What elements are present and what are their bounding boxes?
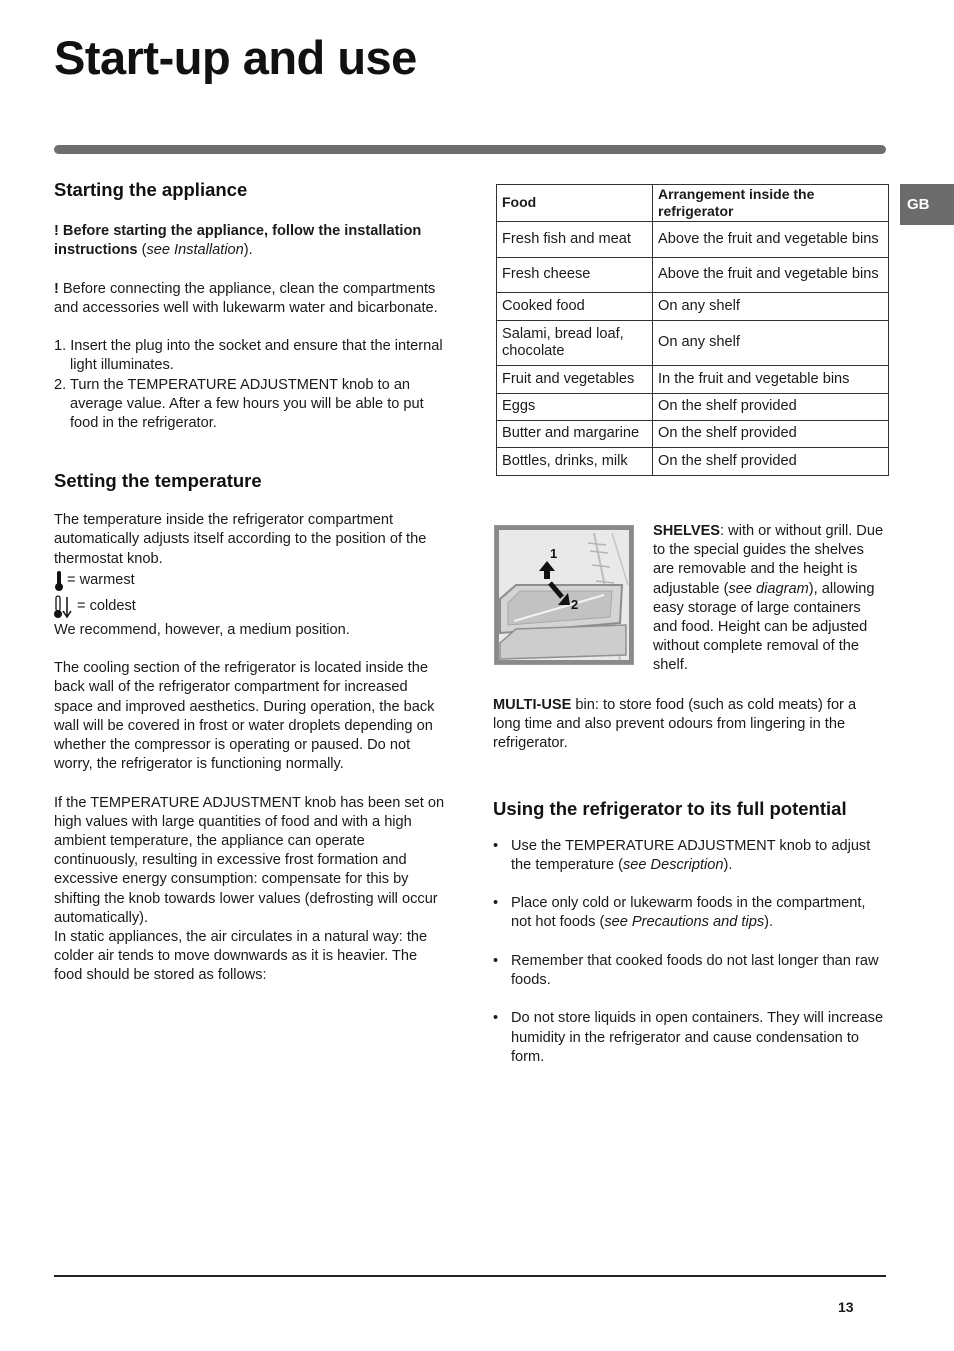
list-item: • Place only cold or lukewarm foods in the compartment, not hot foods (see Precautions and tips). [493,894,886,932]
potential-heading: Using the refrigerator to its full potential [493,797,847,819]
food-storage-table [496,184,889,476]
cooling-paragraph: The cooling section of the refrigerator is located inside the back wall of the refrigerator compartment for increased space and improved aesthetics. During operation, the back wall will be covered in frost or water droplets depending on whether the compressor is operating or paused. Do not worry, the refrigerator is functioning normally. [54,660,435,773]
shelf-illustration [494,525,634,665]
shelf-diagram [494,525,634,665]
table-cell: In the fruit and vegetable bins [653,365,889,393]
table-row [497,420,889,447]
table-cell: On the shelf provided [653,393,889,420]
installation-warning: ! Before starting the appliance, follow the installation instructions (see Installation). [54,223,422,259]
static-paragraph: In static appliances, the air circulates in a natural way: the colder air tends to move downwards as it is heavier. The food should be stored as follows: [54,929,428,984]
language-tab: GB [900,184,954,225]
table-cell: Fruit and vegetables [497,365,653,393]
table-cell: Salami, bread loaf, chocolate [497,320,653,365]
warmest-legend: = warmest [54,569,446,593]
table-cell: On the shelf provided [653,420,889,447]
list-item: • Do not store liquids in open containers. They will increase humidity in the refrigerator and cause condensation to form. [493,1009,886,1067]
table-cell: Bottles, drinks, milk [497,447,653,475]
figure-label-1: 1 [550,546,558,561]
table-cell: Cooked food [497,292,653,320]
table-cell: On the shelf provided [653,447,889,475]
table-cell: Above the fruit and vegetable bins [653,257,889,292]
table-row [497,257,889,292]
list-item: • Use the TEMPERATURE ADJUSTMENT knob to adjust the temperature (see Description). [493,837,886,875]
table-cell: Above the fruit and vegetable bins [653,221,889,257]
starting-heading: Starting the appliance [54,179,248,200]
temperature-intro: The temperature inside the refrigerator compartment automatically adjusts itself according to the position of the thermostat knob. [54,512,427,567]
column-header: Food [497,185,653,222]
startup-steps [54,337,446,433]
list-item: • Remember that cooked foods do not last longer than raw foods. [493,952,886,990]
coldest-legend: = coldest [54,593,446,621]
page-title: Start-up and use [54,31,417,84]
table-cell: On any shelf [653,320,889,365]
footer-divider [54,1275,886,1277]
list-item: 1. Insert the plug into the socket and ensure that the internal light illuminates. [54,338,443,374]
table-cell: Fresh cheese [497,257,653,292]
table-row [497,320,889,365]
table-cell: Butter and margarine [497,420,653,447]
page-number: 13 [838,1299,854,1315]
list-item: 2. Turn the TEMPERATURE ADJUSTMENT knob to an average value. After a few hours you will be able to put food in the refrigerator. [54,376,424,431]
thermometer-cold-icon [54,594,74,620]
temperature-heading: Setting the temperature [54,470,262,492]
table-row [497,393,889,420]
table-header-row [497,185,889,222]
left-column [54,178,446,986]
column-header: Arrangement inside the refrigerator [653,185,889,222]
title-divider [54,145,886,154]
table-row [497,292,889,320]
high-values-paragraph: If the TEMPERATURE ADJUSTMENT knob has been set on high values with large quantities of food and with a high ambient temperature, the appliance can operate continuously, resulting in excessive frost formation and excessive energy consumption: compensate for this by shifting the knob towards lower values (defrosting will occur automatically). [54,794,445,926]
thermometer-warm-icon [54,570,64,592]
figure-label-2: 2 [571,597,579,612]
shelves-description: SHELVES: with or without grill. Due to the special guides the shelves are removable and the height is adjustable (see diagram), allowing easy storage of large containers and food. Height can be adjusted without complete removal of the shelf. [653,523,884,674]
table-row [497,447,889,475]
recommendation: We recommend, however, a medium position. [54,621,350,638]
multi-use-paragraph: MULTI-USE bin: to store food (such as cold meats) for a long time and also prevent odours from lingering in the refrigerator. [493,697,857,752]
table-row [497,365,889,393]
cleaning-warning: ! Before connecting the appliance, clean the compartments and accessories well with lukewarm water and bicarbonate. [54,280,438,316]
tips-list [493,837,886,875]
right-column [493,696,886,1067]
table-cell: Fresh fish and meat [497,221,653,257]
table-cell: On any shelf [653,292,889,320]
table-row [497,221,889,257]
table-cell: Eggs [497,393,653,420]
